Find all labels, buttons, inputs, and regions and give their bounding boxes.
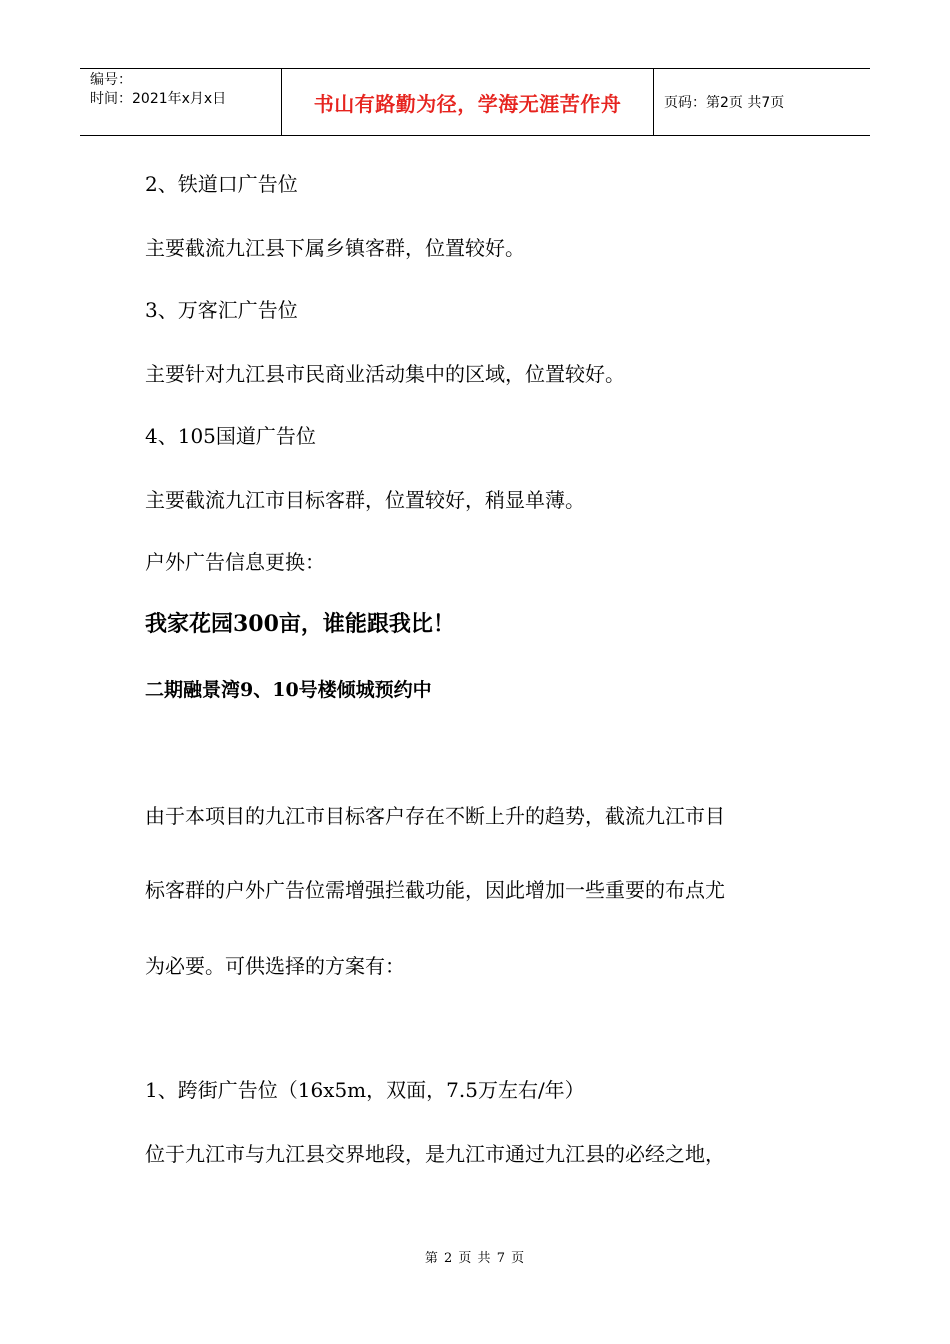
header-time-label: 时间：2021年x月x日 bbox=[90, 91, 227, 107]
paragraph-body-line-1: 由于本项目的九江市目标客户存在不断上升的趋势，截流九江市目 bbox=[145, 804, 725, 828]
header-page-label: 页码：第2页 共7页 bbox=[664, 95, 785, 111]
header-number-label: 编号： bbox=[90, 72, 132, 88]
document-header bbox=[80, 68, 870, 136]
paragraph-railway: 主要截流九江县下属乡镇客群，位置较好。 bbox=[145, 236, 525, 260]
section-heading-crossstreet: 1、跨街广告位（16x5m，双面，7.5万左右/年） bbox=[145, 1078, 585, 1102]
paragraph-crossstreet: 位于九江市与九江县交界地段，是九江市通过九江县的必经之地， bbox=[145, 1142, 725, 1166]
header-motto: 书山有路勤为径，学海无涯苦作舟 bbox=[282, 69, 654, 135]
paragraph-wankehui: 主要针对九江县市民商业活动集中的区域，位置较好。 bbox=[145, 362, 625, 386]
ad-headline: 我家花园300亩，谁能跟我比！ bbox=[145, 611, 455, 637]
paragraph-highway: 主要截流九江市目标客群，位置较好，稍显单薄。 bbox=[145, 488, 585, 512]
section-heading-wankehui: 3、万客汇广告位 bbox=[145, 298, 298, 322]
section-heading-railway: 2、铁道口广告位 bbox=[145, 172, 298, 196]
header-meta bbox=[80, 69, 282, 135]
paragraph-body-line-2: 标客群的户外广告位需增强拦截功能，因此增加一些重要的布点尤 bbox=[145, 878, 725, 902]
ad-subheadline: 二期融景湾9、10号楼倾城预约中 bbox=[145, 679, 432, 701]
section-heading-highway: 4、105国道广告位 bbox=[145, 424, 316, 448]
paragraph-ad-update: 户外广告信息更换： bbox=[145, 550, 325, 574]
paragraph-body-line-3: 为必要。可供选择的方案有： bbox=[145, 954, 405, 978]
page-footer: 第 2 页 共 7 页 bbox=[424, 1251, 526, 1266]
